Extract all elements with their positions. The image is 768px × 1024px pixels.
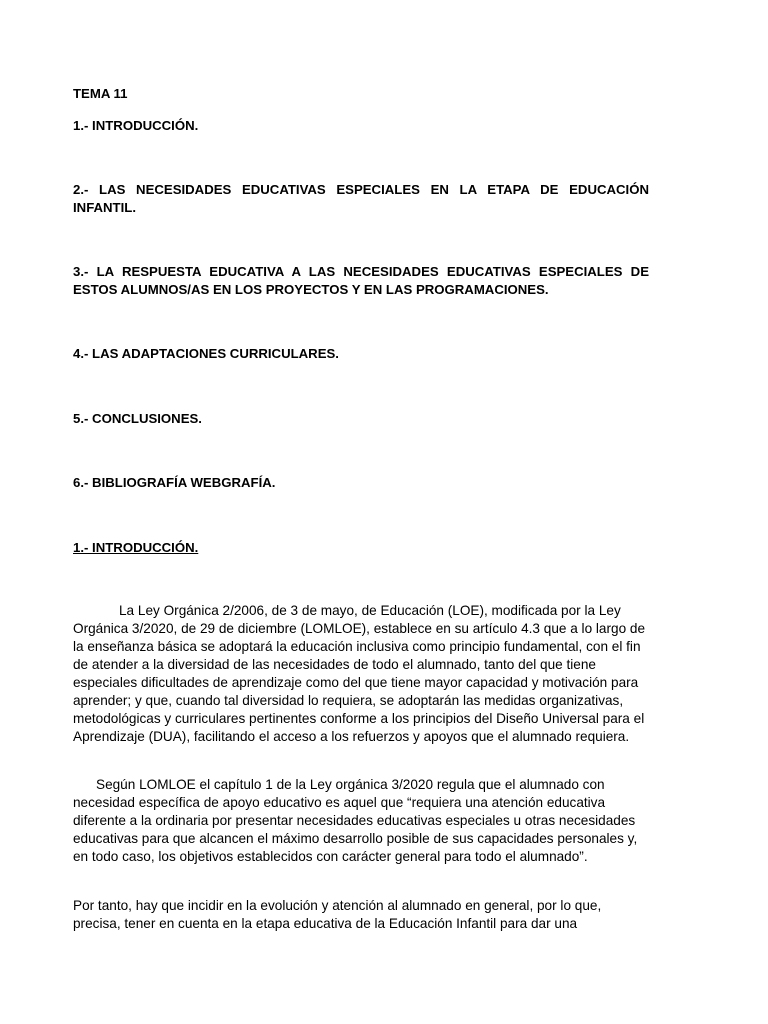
- document-title: TEMA 11: [73, 86, 128, 101]
- index-item-adaptaciones-curriculares: 4.- LAS ADAPTACIONES CURRICULARES.: [73, 346, 339, 361]
- paragraph-lomloe: Según LOMLOE el capítulo 1 de la Ley orgánica 3/2020 regula que el alumnado con necesidad específica de apoyo educativo es aquel que “requiera una atención educativa diferente a la ordinaria por presentar necesidades educativas especiales u otras necesidades educativas para que alcancen el máximo desarrollo posible de sus capacidades personales y, en todo caso, los objetivos establecidos con carácter general para todo el alumnado”.: [73, 777, 638, 864]
- paragraph-ley-organica: La Ley Orgánica 2/2006, de 3 de mayo, de Educación (LOE), modificada por la Ley Orgánica 3/2020, de 29 de diciembre (LOMLOE), establece en su artículo 4.3 que a lo largo de la enseñanza básica se adoptará la educación inclusiva como principio fundamental, con el fin de atender a la diversidad de las necesidades de todo el alumnado, tanto del que tiene especiales dificultades de aprendizaje como del que tiene mayor capacidad y motivación para aprender; y que, cuando tal diversidad lo requiera, se adoptarán las medidas organizativas, metodológicas y curriculares pertinentes conforme a los principios del Diseño Universal para el Aprendizaje (DUA), facilitando el acceso a los refuerzos y apoyos que el alumnado requiera.: [73, 603, 646, 744]
- section-heading-introduccion: 1.- INTRODUCCIÓN.: [73, 540, 199, 555]
- index-item-bibliografia: 6.- BIBLIOGRAFÍA WEBGRAFÍA.: [73, 475, 276, 490]
- index-item-conclusiones: 5.- CONCLUSIONES.: [73, 411, 202, 426]
- paragraph-por-tanto: Por tanto, hay que incidir en la evolución y atención al alumnado en general, por lo que, precisa, tener en cuenta en la etapa educativa de la Educación Infantil para dar una: [73, 898, 602, 931]
- index-item-introduccion: 1.- INTRODUCCIÓN.: [73, 118, 199, 133]
- index-item-necesidades-educativas: 2.- LAS NECESIDADES EDUCATIVAS ESPECIALES EN LA ETAPA DE EDUCACIÓN INFANTIL.: [73, 182, 649, 215]
- index-item-respuesta-educativa: 3.- LA RESPUESTA EDUCATIVA A LAS NECESIDADES EDUCATIVAS ESPECIALES DE ESTOS ALUMNOS/AS EN LOS PROYECTOS Y EN LAS PROGRAMACIONES.: [73, 264, 649, 297]
